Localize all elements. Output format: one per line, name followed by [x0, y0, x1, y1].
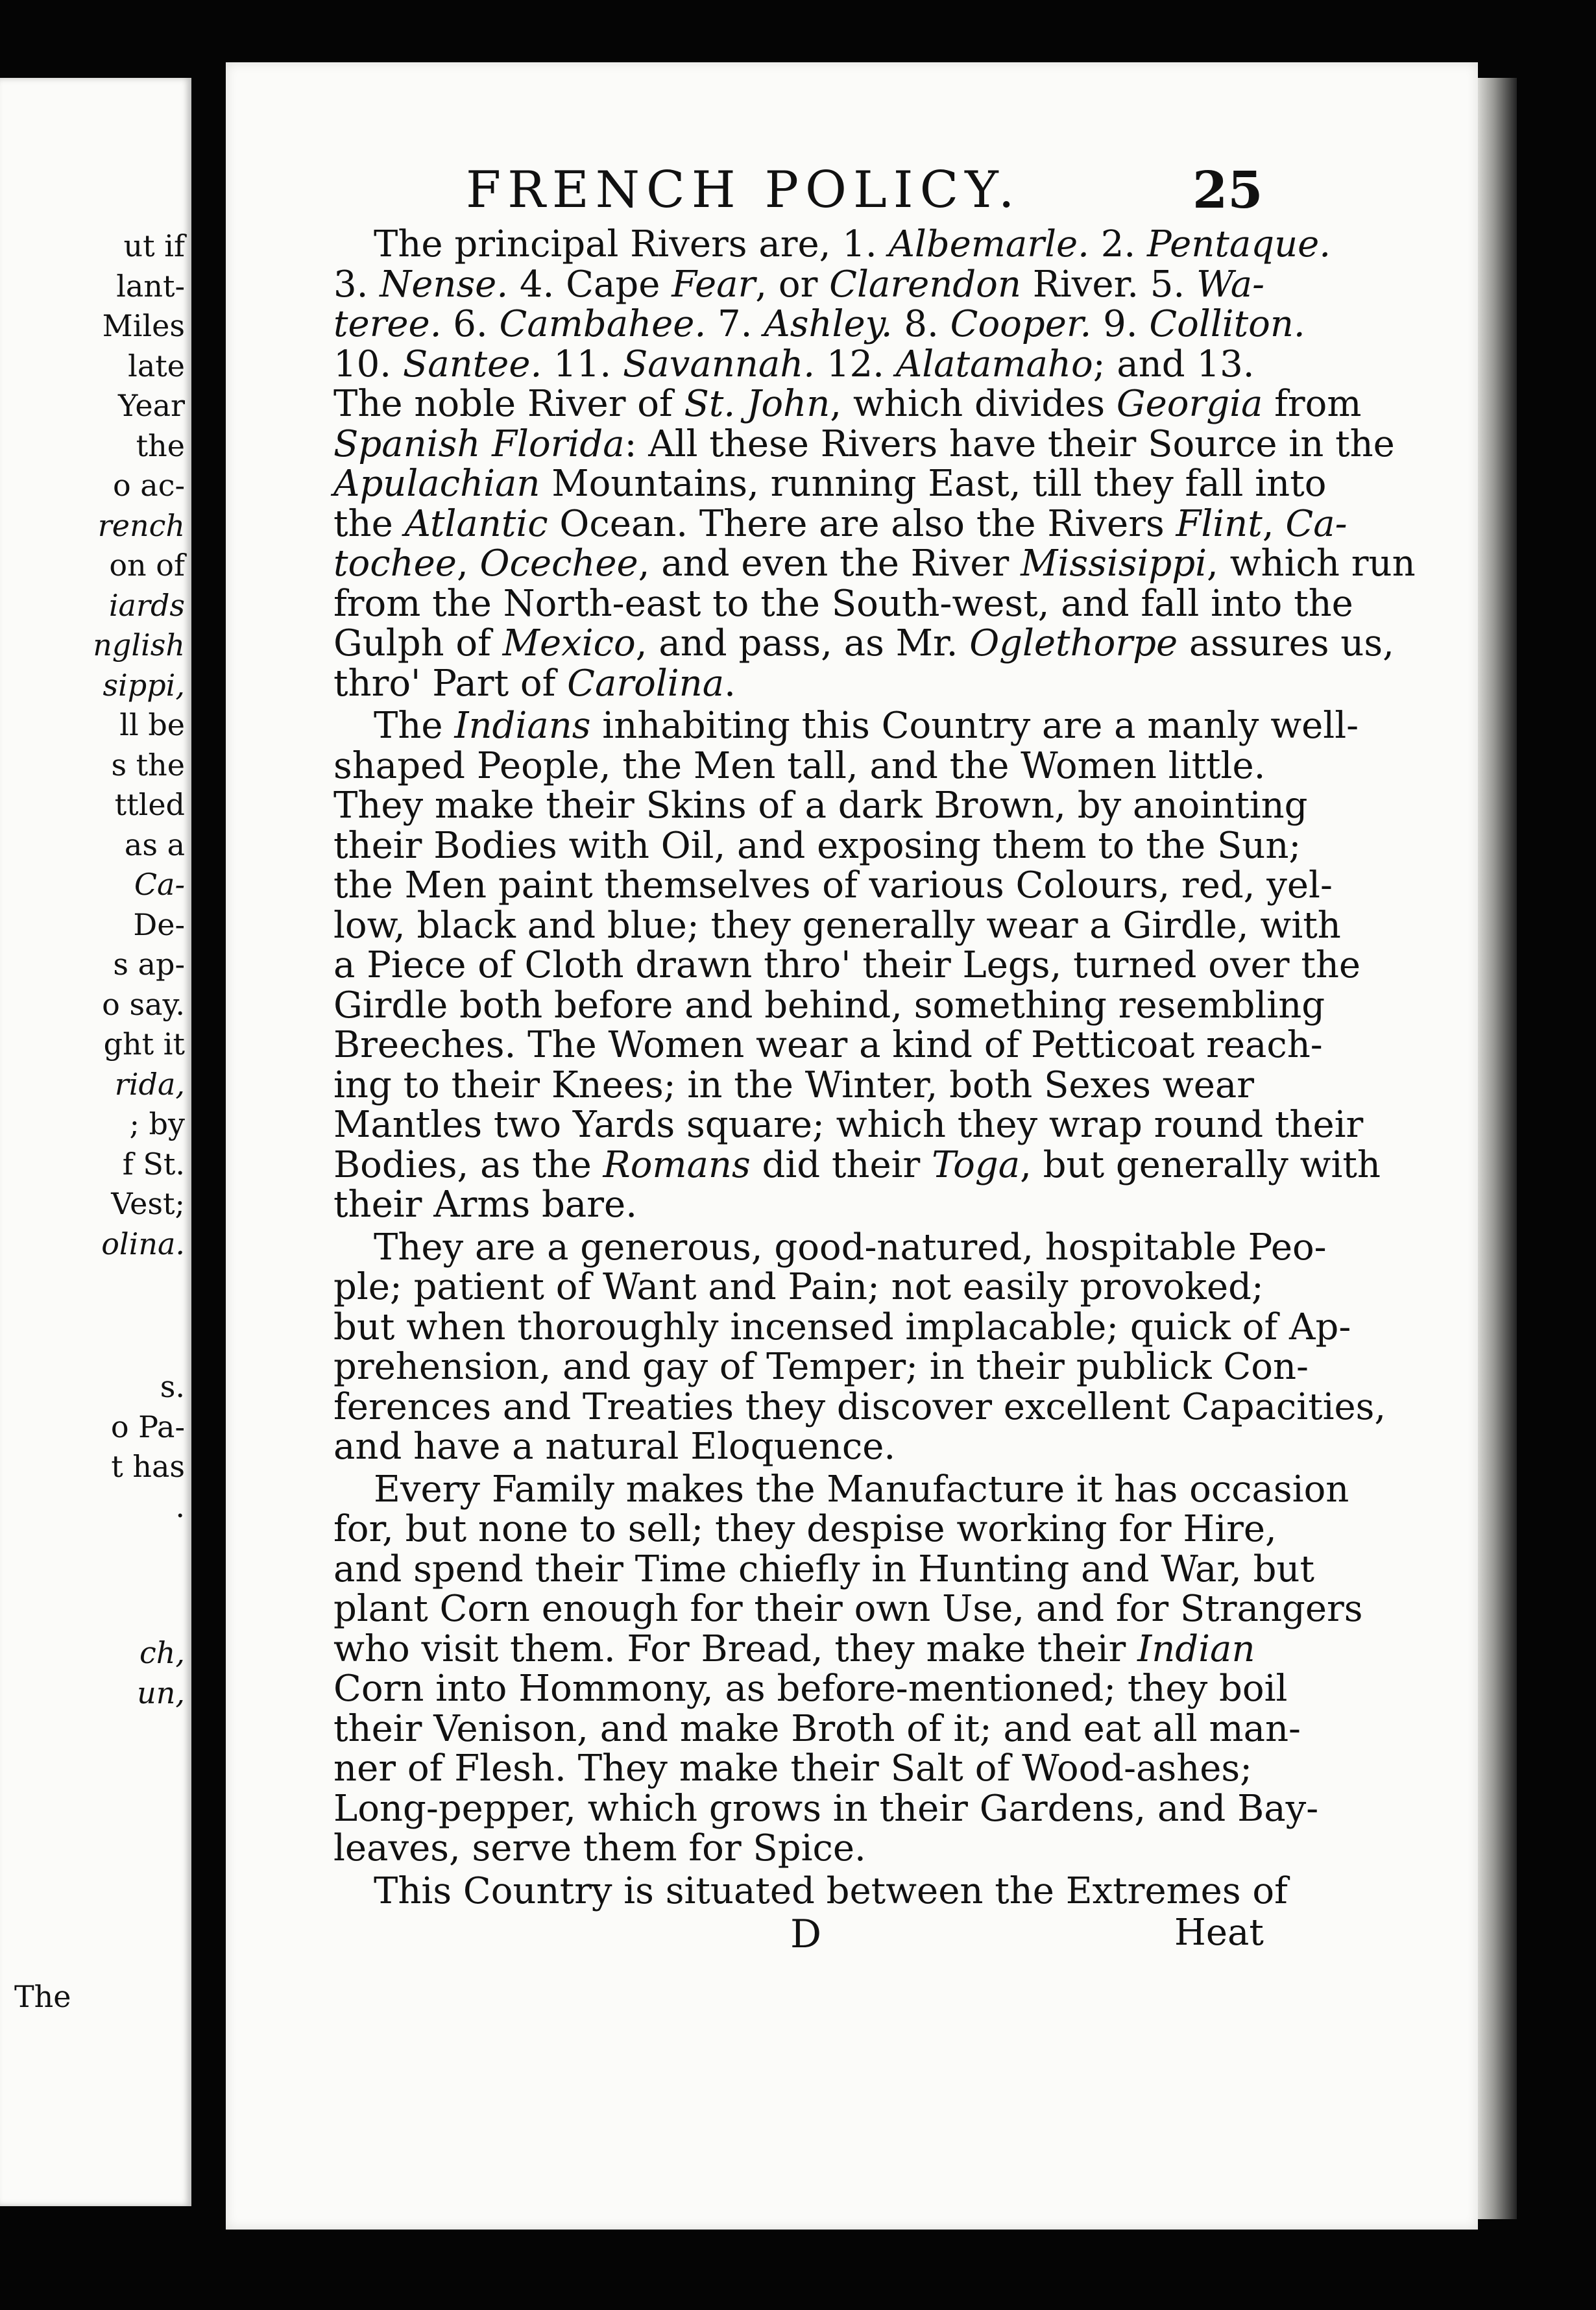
text-line: their Venison, and make Broth of it; and eat all man-	[333, 1707, 1301, 1750]
text-line: for, but none to sell; they despise working for Hire,	[333, 1508, 1277, 1550]
left-page-fragment: the	[136, 428, 185, 463]
text-line: the Men paint themselves of various Colours, red, yel-	[333, 864, 1333, 906]
left-page-catchword: The	[14, 1979, 71, 2014]
text-line: Breeches. The Women wear a kind of Petticoat reach-	[333, 1024, 1323, 1066]
text-line: The noble River of St. John, which divides Georgia from	[333, 383, 1362, 425]
text-line: low, black and blue; they generally wear a Girdle, with	[333, 904, 1341, 947]
text-line: a Piece of Cloth drawn thro' their Legs, turned over the	[333, 944, 1361, 986]
left-page-fragment: on of	[109, 548, 185, 583]
left-facing-page	[0, 78, 191, 2206]
left-page-fragment: De-	[133, 906, 185, 942]
text-line: the Atlantic Ocean. There are also the Rivers Flint, Ca-	[333, 502, 1348, 545]
text-line: The Indians inhabiting this Country are a manly well-	[374, 705, 1359, 747]
text-line: 3. Nense. 4. Cape Fear, or Clarendon River. 5. Wa-	[333, 263, 1265, 306]
left-page-fragment: f St.	[122, 1146, 185, 1182]
text-line: ple; patient of Want and Pain; not easily provoked;	[333, 1266, 1264, 1308]
text-line: their Bodies with Oil, and exposing them to the Sun;	[333, 824, 1301, 867]
left-page-fragment: o say.	[102, 986, 185, 1022]
left-page-fragment: ght it	[103, 1027, 185, 1062]
text-line: Corn into Hommony, as before-mentioned; they boil	[333, 1668, 1288, 1710]
text-line: The principal Rivers are, 1. Albemarle. 2. Pentaque.	[374, 223, 1331, 265]
text-line: They make their Skins of a dark Brown, by anointing	[333, 784, 1308, 827]
text-line: Spanish Florida: All these Rivers have their Source in the	[333, 422, 1395, 465]
text-line: thro' Part of Carolina.	[333, 662, 736, 705]
left-page-fragment: rench	[97, 507, 185, 543]
text-line: ing to their Knees; in the Winter, both Sexes wear	[333, 1064, 1255, 1106]
page-edge	[1478, 78, 1517, 2219]
text-line: Gulph of Mexico, and pass, as Mr. Oglethorpe assures us,	[333, 622, 1394, 664]
left-page-fragment: as a	[124, 827, 185, 862]
text-line: This Country is situated between the Extremes of	[374, 1869, 1288, 1912]
running-head-title: FRENCH POLICY.	[466, 161, 1021, 219]
signature-mark: D	[790, 1912, 822, 1957]
text-line: leaves, serve them for Spice.	[333, 1827, 866, 1869]
left-page-fragment: s ap-	[113, 947, 185, 982]
left-page-fragment: o ac-	[112, 468, 185, 503]
page-number: 25	[1192, 161, 1263, 220]
left-page-fragment: s.	[160, 1369, 185, 1404]
left-page-fragment: ll be	[119, 707, 185, 742]
left-page-fragment: Ca-	[134, 867, 185, 902]
body-text	[333, 223, 1416, 1912]
left-page-fragment: ut if	[123, 228, 185, 263]
text-line: Every Family makes the Manufacture it has occasion	[374, 1468, 1349, 1511]
left-page-fragment: o Pa-	[110, 1409, 185, 1444]
text-line: tochee, Ocechee, and even the River Missisippi, which run	[333, 542, 1416, 585]
text-line: from the North-east to the South-west, and fall into the	[333, 582, 1353, 625]
text-line: who visit them. For Bread, they make their Indian	[333, 1627, 1255, 1670]
left-page-fragment: nglish	[93, 627, 185, 663]
left-page-fragment: rida,	[114, 1066, 185, 1102]
text-line: and have a natural Eloquence.	[333, 1426, 896, 1468]
left-page-fragment: t has	[111, 1449, 185, 1484]
left-page-fragment: ; by	[129, 1106, 185, 1141]
text-line: teree. 6. Cambahee. 7. Ashley. 8. Cooper. 9. Colliton.	[333, 303, 1305, 345]
left-page-fragment: sippi,	[103, 667, 185, 703]
text-line: and spend their Time chiefly in Hunting and War, but	[333, 1548, 1314, 1590]
text-line: Apulachian Mountains, running East, till they fall into	[333, 463, 1327, 505]
text-line: ferences and Treaties they discover excellent Capacities,	[333, 1385, 1386, 1428]
text-line: Bodies, as the Romans did their Toga, but generally with	[333, 1143, 1381, 1186]
left-page-fragment: ch,	[139, 1635, 185, 1670]
text-line: but when thoroughly incensed implacable; quick of Ap-	[333, 1306, 1351, 1348]
left-page-fragment: Year	[117, 388, 185, 423]
text-line: prehension, and gay of Temper; in their publick Con-	[333, 1346, 1309, 1388]
text-line: shaped People, the Men tall, and the Women little.	[333, 744, 1266, 787]
left-page-fragment: un,	[137, 1675, 185, 1710]
left-page-fragment: late	[128, 348, 185, 383]
text-line: Long-pepper, which grows in their Gardens, and Bay-	[333, 1787, 1319, 1830]
left-page-fragment: Vest;	[111, 1186, 185, 1221]
text-line: They are a generous, good-natured, hospitable Peo-	[374, 1226, 1327, 1269]
running-head	[226, 161, 1478, 219]
text-line: Mantles two Yards square; which they wrap round their	[333, 1104, 1364, 1146]
text-line: 10. Santee. 11. Savannah. 12. Alatamaho; and 13.	[333, 343, 1255, 385]
left-page-fragment: Miles	[102, 308, 185, 343]
catchword: Heat	[1174, 1912, 1264, 1954]
left-page-fragment: ttled	[114, 787, 185, 822]
left-page-fragment: .	[175, 1489, 185, 1524]
text-line: Girdle both before and behind, something resembling	[333, 984, 1325, 1027]
text-line: ner of Flesh. They make their Salt of Wood-ashes;	[333, 1747, 1252, 1790]
text-line: plant Corn enough for their own Use, and for Strangers	[333, 1588, 1363, 1630]
main-page	[226, 62, 1478, 2230]
left-page-fragment: olina.	[101, 1226, 185, 1261]
left-page-fragment: lant-	[116, 268, 185, 304]
text-line: their Arms bare.	[333, 1184, 637, 1226]
left-page-fragment: iards	[108, 587, 185, 623]
left-page-fragment: s the	[111, 747, 185, 783]
